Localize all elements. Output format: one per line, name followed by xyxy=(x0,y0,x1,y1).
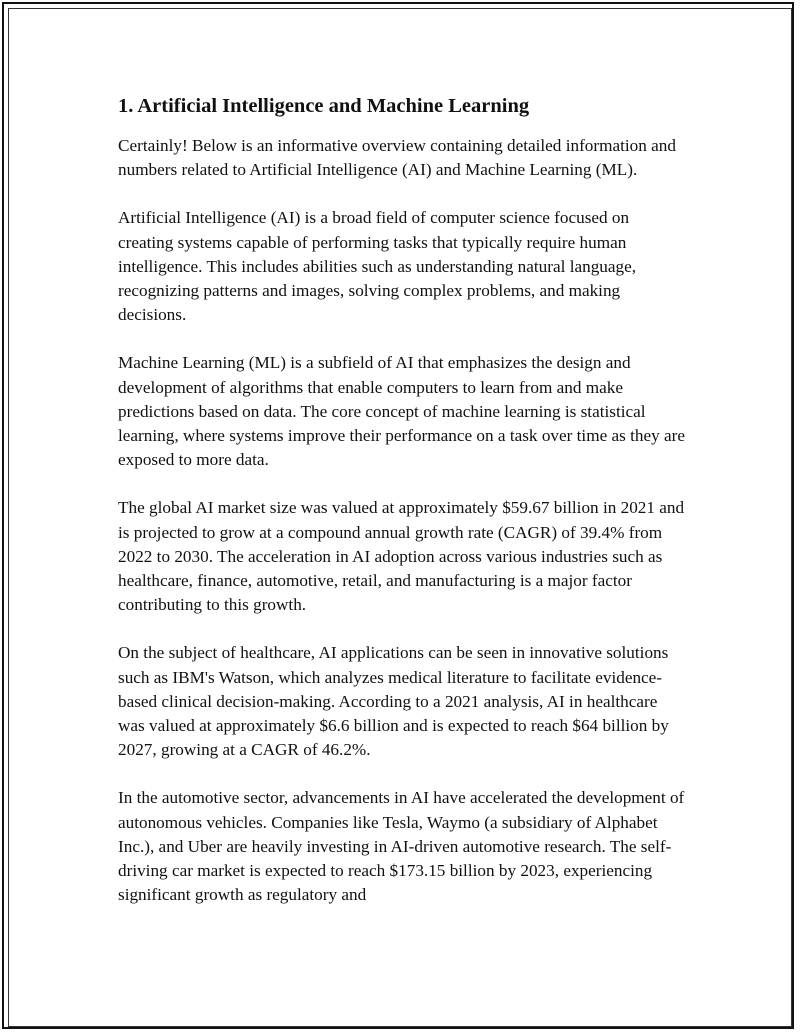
document-body xyxy=(118,93,688,931)
paragraph-intro: Certainly! Below is an informative overview containing detailed information and numbers related to Artificial Intelligence (AI) and Machine Learning (ML). xyxy=(118,136,676,180)
paragraph-healthcare: On the subject of healthcare, AI applications can be seen in innovative solutions such as IBM's Watson, which analyzes medical literature to facilitate evidence-based clinical decision-making. According to a 2021 analysis, AI in healthcare was valued at approximately $6.6 billion and is expected to reach $64 billion by 2027, growing at a CAGR of 46.2%. xyxy=(118,643,669,760)
paragraph-ai-definition: Artificial Intelligence (AI) is a broad field of computer science focused on creating systems capable of performing tasks that typically require human intelligence. This includes abilities such as understanding natural language, recognizing patterns and images, solving complex problems, and making decisions. xyxy=(118,208,637,325)
paragraph-automotive: In the automotive sector, advancements in AI have accelerated the development of autonomous vehicles. Companies like Tesla, Waymo (a subsidiary of Alphabet Inc.), and Uber are heavily investing in AI-driven automotive research. The self-driving car market is expected to reach $173.15 billion by 2023, experiencing significant growth as regulatory and xyxy=(118,788,685,905)
section-heading: 1. Artificial Intelligence and Machine Learning xyxy=(118,95,530,117)
paragraph-ml-definition: Machine Learning (ML) is a subfield of AI that emphasizes the design and development of algorithms that enable computers to learn from and make predictions based on data. The core concept of machine learning is statistical learning, where systems improve their performance on a task over time as they are exposed to more data. xyxy=(118,353,685,470)
paragraph-market-size: The global AI market size was valued at approximately $59.67 billion in 2021 and is projected to grow at a compound annual growth rate (CAGR) of 39.4% from 2022 to 2030. The acceleration in AI adoption across various industries such as healthcare, finance, automotive, retail, and manufacturing is a major factor contributing to this growth. xyxy=(118,498,685,615)
